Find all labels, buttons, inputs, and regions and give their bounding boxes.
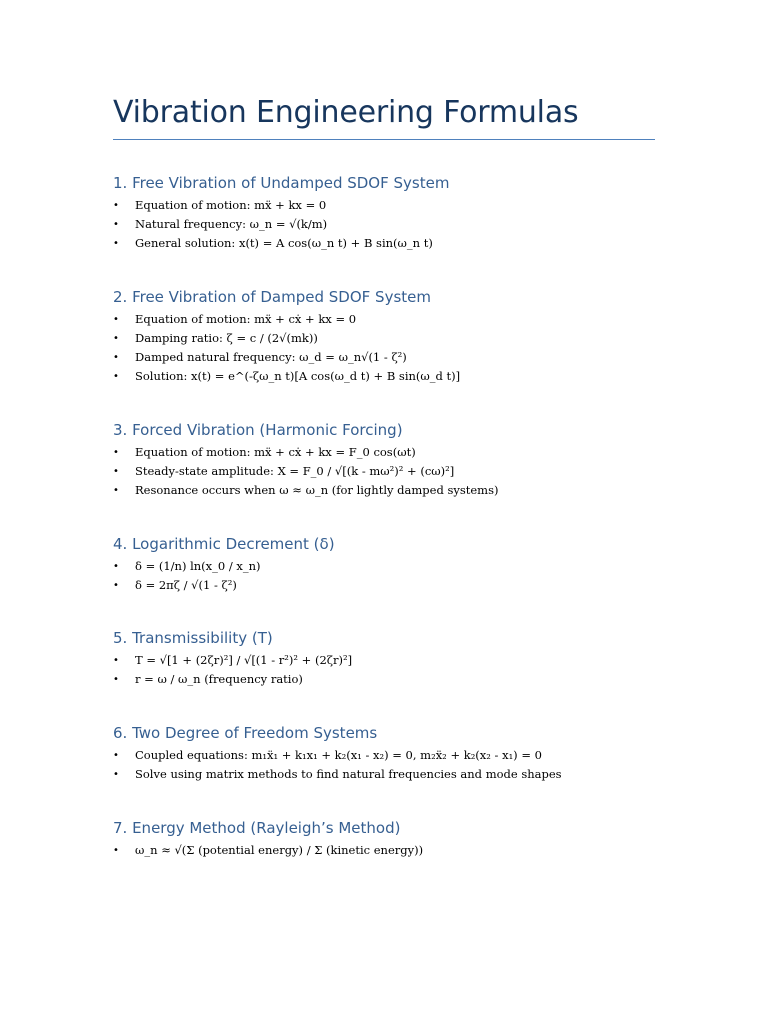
section-heading: 2. Free Vibration of Damped SDOF System — [113, 288, 431, 306]
list-item — [113, 651, 655, 670]
list-item — [113, 557, 655, 576]
list-item — [113, 310, 655, 329]
formula-list — [113, 443, 655, 500]
document-title: Vibration Engineering Formulas — [113, 95, 579, 130]
formula-list — [113, 196, 655, 253]
section-heading: 5. Transmissibility (T) — [113, 629, 273, 647]
formula-text: Natural frequency: ω_n = √(k/m) — [135, 217, 328, 231]
formula-text: Damping ratio: ζ = c / (2√(mk)) — [135, 331, 318, 345]
section-undamped-sdof — [113, 172, 655, 253]
section-heading: 7. Energy Method (Rayleigh’s Method) — [113, 819, 401, 837]
formula-text: Equation of motion: mẍ + cẋ + kx = 0 — [135, 312, 357, 326]
list-item — [113, 234, 655, 253]
bullet-icon: • — [113, 769, 119, 780]
formula-text: Steady-state amplitude: X = F_0 / √[(k - mω²)² + (cω)²] — [135, 464, 455, 478]
formula-text: Solution: x(t) = e^(-ζω_n t)[A cos(ω_d t) + B sin(ω_d t)] — [135, 369, 461, 383]
bullet-icon: • — [113, 371, 119, 382]
section-energy-method — [113, 817, 655, 860]
bullet-icon: • — [113, 750, 119, 761]
formula-text: r = ω / ω_n (frequency ratio) — [135, 672, 303, 686]
bullet-icon: • — [113, 655, 119, 666]
formula-text: General solution: x(t) = A cos(ω_n t) + B sin(ω_n t) — [135, 236, 433, 250]
bullet-icon: • — [113, 447, 119, 458]
formula-list — [113, 841, 655, 860]
bullet-icon: • — [113, 674, 119, 685]
section-transmissibility — [113, 627, 655, 689]
list-item — [113, 329, 655, 348]
list-item — [113, 443, 655, 462]
bullet-icon: • — [113, 238, 119, 249]
formula-text: δ = (1/n) ln(x_0 / x_n) — [135, 559, 261, 573]
bullet-icon: • — [113, 561, 119, 572]
section-heading: 1. Free Vibration of Undamped SDOF System — [113, 174, 450, 192]
section-damped-sdof — [113, 286, 655, 386]
bullet-icon: • — [113, 466, 119, 477]
formula-text: ω_n ≈ √(Σ (potential energy) / Σ (kinetic energy)) — [135, 843, 424, 857]
bullet-icon: • — [113, 314, 119, 325]
list-item — [113, 576, 655, 595]
formula-list — [113, 557, 655, 595]
document-page — [113, 93, 655, 857]
section-heading: 4. Logarithmic Decrement (δ) — [113, 535, 335, 553]
formula-text: Coupled equations: m₁ẍ₁ + k₁x₁ + k₂(x₁ - x₂) = 0, m₂ẍ₂ + k₂(x₂ - x₁) = 0 — [135, 748, 542, 762]
bullet-icon: • — [113, 845, 119, 856]
formula-text: Equation of motion: mẍ + cẋ + kx = F_0 cos(ωt) — [135, 445, 416, 459]
section-heading: 6. Two Degree of Freedom Systems — [113, 724, 378, 742]
bullet-icon: • — [113, 333, 119, 344]
list-item — [113, 348, 655, 367]
title-underline — [113, 139, 655, 140]
section-heading: 3. Forced Vibration (Harmonic Forcing) — [113, 421, 403, 439]
bullet-icon: • — [113, 352, 119, 363]
formula-text: Damped natural frequency: ω_d = ω_n√(1 - ζ²) — [135, 350, 407, 364]
bullet-icon: • — [113, 219, 119, 230]
formula-text: Equation of motion: mẍ + kx = 0 — [135, 198, 327, 212]
section-log-decrement — [113, 533, 655, 595]
bullet-icon: • — [113, 485, 119, 496]
list-item — [113, 462, 655, 481]
formula-list — [113, 310, 655, 386]
formula-text: T = √[1 + (2ζr)²] / √[(1 - r²)² + (2ζr)²] — [135, 653, 353, 667]
formula-list — [113, 651, 655, 689]
bullet-icon: • — [113, 580, 119, 591]
list-item — [113, 670, 655, 689]
list-item — [113, 367, 655, 386]
formula-text: δ = 2πζ / √(1 - ζ²) — [135, 578, 237, 592]
list-item — [113, 196, 655, 215]
list-item — [113, 765, 655, 784]
list-item — [113, 481, 655, 500]
section-forced-vibration — [113, 419, 655, 500]
formula-list — [113, 746, 655, 784]
list-item — [113, 841, 655, 860]
formula-text: Solve using matrix methods to find natural frequencies and mode shapes — [135, 767, 562, 781]
list-item — [113, 215, 655, 234]
bullet-icon: • — [113, 200, 119, 211]
list-item — [113, 746, 655, 765]
formula-text: Resonance occurs when ω ≈ ω_n (for lightly damped systems) — [135, 483, 499, 497]
section-two-dof — [113, 722, 655, 784]
